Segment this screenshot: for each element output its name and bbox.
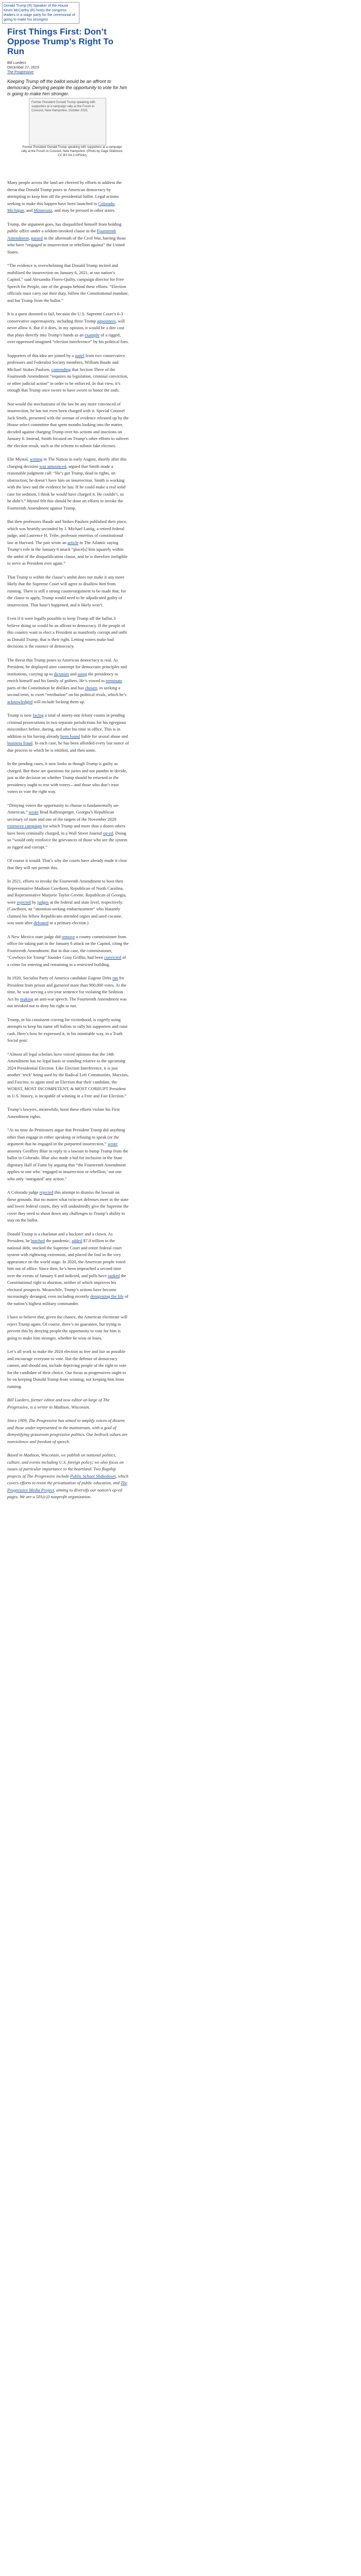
- inline-link[interactable]: rejected: [17, 899, 31, 905]
- inline-link[interactable]: Minnesota: [34, 208, 53, 213]
- inline-link[interactable]: Michigan: [7, 208, 24, 213]
- about-publication: Since 1909, The Progressive has aimed to amplify voices of dissent and those under-represented in the mainstream, with a goal of demystifying grassroots progressive politics. Our bedrock values are nonviolence and freedom of speech.: [7, 1418, 128, 1444]
- inline-link[interactable]: remove: [61, 934, 75, 939]
- paragraph: Trump is now facing a total of ninety-one felony counts in pending criminal prosecutions in two separate jurisdictions for his egregious misconduct before, during, and after his time in office. This is in addition to his having already been found liable for sexual abuse and business fraud. In each case, he has been afforded every last ounce of due process to which he is entitled, and then some.: [7, 713, 129, 753]
- figure-alt-text: Former President Donald Trump speaking with supporters at a campaign rally at the Forum in Concord, New Hampshire, October 2023.: [29, 98, 106, 145]
- paragraph: But then professors Baude and Stokes Paulsen published their piece, which was heartily seconded by J. Michael Luttig, a retired federal judge, and Laurence H. Tribe, professor emeritus of constitutional law at Harvard. The pair wrote an article in The Atlantic saying Trump’s role in the January 6 attack “place[s] him squarely within the ambit of the disqualification clause, and he is therefore ineligible to serve as President ever again.”: [7, 519, 128, 566]
- paragraph: Trump, the argument goes, has disqualified himself from holding public office under a seldom-invoked clause in the Fourteenth Amendment, passed in the aftermath of the Civil War, barring those who have “engaged in insurrection or rebellion against” the United States.: [7, 221, 126, 255]
- header-image-alt: Donald Trump (R) Speaker of the House Kevin McCarthy (R) hosts the congress leaders in a stage party for the ceremonial of going to make his strongest: [2, 2, 79, 24]
- paragraph: Nor would the mechanisms of the law be any more convinced of insurrection, he has not even been charged with it. Special Counsel Jack Smith, presented with the avenue of evidence released up by the House select committee that spent months looking into the matter, decided against charging Trump over his actions and inactions on January 6. Instead, Smith focused on Trump’s other efforts to subvert the election result, such as the scheme to submit fake electors.: [7, 401, 129, 448]
- inline-link[interactable]: botched: [31, 1238, 45, 1243]
- inline-link[interactable]: denigrating the life: [90, 1294, 124, 1299]
- inline-link[interactable]: convicted: [104, 955, 122, 960]
- paragraph: “Denying voters the opportunity to choose is fundamentally un-American,” wrote Brad Raffensperger, Georgia’s Republican secretary of state and one of the targets of the November 2020 extensive campaign for which Trump and more than a dozen others have been criminally charged, in a Wall Street Journal op-ed. Doing so “would only reinforce the grievances of those who see the system as rigged and corrupt.”: [7, 802, 127, 850]
- paragraph: Even if it were legally possible to keep Trump off the ballot, I believe doing so would be an affront to democracy. If the people of this country want to elect a President as manifestly corrupt and unfit as Donald Trump, that is their right. Letting voters make bad decisions is the essence of democracy.: [7, 616, 127, 649]
- figure-caption: Former President Donald Trump speaking with supporters at a campaign rally at the Forum in Concord, New Hampshire. (Photo by Gage Skidmore, CC BY-SA 2.0/Flickr): [21, 146, 123, 157]
- publish-date: December 27, 2023: [7, 66, 39, 70]
- inline-link[interactable]: The Progressive Media Project: [7, 1480, 127, 1493]
- paragraph: Elie Mystal, writing in The Nation in early August, shortly after this charging decision was announced, argued that Smith made a reasonable judgment call: “He’s got Trump, dead to rights, on obstruction; he doesn’t have him on insurrection. Smith is working with the laws and the evidence he has. If he could make a real solid case for sedition, I think he would have charged it. He couldn’t, so he didn’t.” Mystal felt this should be done on efforts to invoke the Fourteenth Amendment against Trump.: [7, 456, 127, 511]
- inline-link[interactable]: added: [71, 1238, 83, 1243]
- about-publication-2: Based in Madison, Wisconsin, we publish on national politics, culture, and events including U.S. foreign policy; we also focus on issues of particular importance to the heartland. Two flagship projects of The Progressive include Public School Shakedown, which covers efforts to resist the privatization of public education, and The Progressive Media Project, aiming to diversify our nation’s op-ed pages. We are a 501(c)3 nonprofit organization.: [7, 1452, 128, 1499]
- paragraph: “The evidence is overwhelming that Donald Trump incited and mobilized the insurrection on January 6, 2021, at our nation’s Capitol,” said Alexandra Flores-Quilty, campaign director for Free Speech for People, one of the groups behind these efforts. “Election officials must carry out their duty, follow the Constitutional mandate, and bar Trump from the ballot.”: [7, 263, 129, 303]
- inline-link[interactable]: acknowledged: [7, 699, 33, 704]
- inline-link[interactable]: extensive campaign: [7, 823, 42, 828]
- article-title: First Things First: Don’t Oppose Trump’s Right To Run: [7, 27, 113, 56]
- publication-link[interactable]: The Progressive: [7, 71, 34, 74]
- inline-link[interactable]: facing: [32, 713, 44, 718]
- inline-link[interactable]: terminate: [105, 678, 123, 683]
- inline-link[interactable]: writing: [29, 456, 43, 462]
- inline-link[interactable]: article: [67, 539, 79, 545]
- article-dek: Keeping Trump off the ballot would be an affront to democracy. Denying people the opportunity to vote for him is going to make him stronger.: [7, 79, 127, 96]
- paragraph: Trump’s lawyers, meanwhile, hoist these efforts violate his First Amendment rights.: [7, 1107, 120, 1119]
- paragraph: It is a quest doomed to fail, because the U.S. Supreme Court’s 6-3 conservative supermajority, including three Trump appointees, will never allow it. But if it does, in my opinion, it would be a dire cost that plays directly into Trump’s hands as an example of a rigged, over-oppressed imagined “election interference” by his political foes.: [7, 311, 129, 344]
- inline-link[interactable]: ran: [112, 975, 118, 980]
- inline-link[interactable]: defeated: [34, 920, 49, 925]
- inline-link[interactable]: wrote: [107, 1141, 118, 1146]
- inline-link[interactable]: chosen: [85, 685, 97, 690]
- paragraph: Trump, in his consistent craving for victimhood, is eagerly using attempts to keep his name off ballots to rally his supporters and raise cash. Here’s how he expressed it, in his inimitable way, in a Truth Social post:: [7, 1016, 128, 1043]
- inline-link[interactable]: judges: [37, 899, 49, 905]
- article-meta: [7, 61, 129, 75]
- paragraph: “At no time do Petitioners argue that President Trump did anything other than engage in either speaking or refusing to speak (or the argument that he engaged in the purported insurrection,” wrote attorney Geoffrey Blue in reply to a lawsuit to bump Trump from the ballot in Colorado. Blue also made a bid for inclusion in the State dignitary Hall of Fame by arguing that “the Fourteenth Amendment applies to one who ‘engaged in insurrection or rebellion,’ not one who only ‘instigated’ any action.”: [7, 1127, 128, 1181]
- article-body: [7, 179, 129, 1507]
- paragraph: Of course it would. That’s why the courts have already made it clear that they will not permit this.: [7, 858, 127, 870]
- inline-link[interactable]: making: [20, 996, 34, 1002]
- inline-link[interactable]: ranked: [107, 1273, 120, 1278]
- inline-link[interactable]: dictators: [54, 671, 69, 676]
- blockquote: “Almost all legal scholars have voiced opinions that the 14th Amendment has no legal basis or standing relative to the upcoming 2024 Presidential Election. Like Election Interference, it is just another ‘trick’ being used by the Radical Left Communists, Marxists, and Fascists, to again steal an Election that their candidate, the WORST, MOST INCOMPETENT, & MOST CORRUPT President in U.S. history, is incapable of winning in a Free and Fair Election.”: [7, 1051, 129, 1098]
- paragraph: A Colorado judge rejected this attempt to dismiss the lawsuit on these grounds. But no matter what twin-set defenses meet in the state and lower federal courts, they will undoubtedly give the Supreme the cover they need to shoot down any challenges to Trump’s ability to stay on the ballot.: [7, 1190, 129, 1223]
- inline-link[interactable]: wrote: [28, 809, 39, 815]
- paragraph: The threat that Trump poses to American democracy is real. As President, he displayed utter contempt for democratic principles and institutions, cozying up to dictators and using the presidency to enrich himself and his family of grifters. He’s vowed to terminate parts of the Constitution he dislikes and has chosen, in seeking a second term, to exert “retribution” on his political rivals, which he’s acknowledged will include locking them up.: [7, 657, 127, 704]
- inline-link[interactable]: op-ed: [103, 830, 113, 836]
- author-name: Bill Lueders: [7, 61, 26, 65]
- inline-link[interactable]: business fraud: [7, 740, 32, 745]
- inline-link[interactable]: example: [85, 332, 100, 337]
- author-bio: Bill Lueders, former editor and now editor-at-large of The Progressive, is a writer in Madison, Wisconsin.: [7, 1397, 110, 1410]
- inline-link[interactable]: panel: [75, 352, 85, 358]
- inline-link[interactable]: was announced: [39, 463, 67, 469]
- paragraph: In 2021, efforts to invoke the Fourteenth Amendment to boot then Representative Madison Cawthorn, Republican of North Carolina, and Representative Marjorie Taylor Greene, Republican of Georgia, were rejected by judges at the federal and state level, respectively. (Cawthorn, an “attention-seeking embarrassment” who blatantly claimed his fellow Republicans attended orgies and used cocaine, was soon after defeated in a primary election.): [7, 878, 127, 925]
- paragraph: A New Mexico state judge did remove a county commissioner from office for taking part in the January 6 attack on the Capitol, citing the Fourteenth Amendment. But in that case, the commissioner, “Cowboys for Trump” founder Couy Griffin, had been convicted of a crime for entering and remaining in a restricted building.: [7, 934, 129, 967]
- paragraph: Let’s all work to make the 2024 election as free and fair as possible and encourage everyone to vote. But the defense of democracy cannot, and should not, include depriving people of the right to vote for the candidate of their choice. Our focus as progressives ought to be on keeping Donald Trump from winning, not keeping him from running.: [7, 1349, 127, 1389]
- inline-link[interactable]: passed: [31, 235, 43, 241]
- paragraph: I have to believe that, given the chance, the American electorate will reject Trump again. Of course, there’s no guarantee, but trying to prevent this by denying people the opportunity to vote for him is going to make him stronger, whether he wins or loses.: [7, 1314, 127, 1341]
- inline-link[interactable]: contending: [51, 366, 71, 372]
- paragraph: Many people across the land are cheered by efforts to address the threat that Donald Trump poses to American democracy by attempting to keep him off the presidential ballot. Legal actions seeking to make this happen have been launched in Colorado, Michigan, and Minnesota, and may be pressed in other states.: [7, 180, 122, 213]
- paragraph: Donald Trump is a charlatan and a huckster and a clown. As President, he botched the pandemic, added $7.8 trillion to the national debt, stocked the Supreme Court and entire federal court system with rightwing extremists, and placed the foul in the very appearance on the world stage. In 2020, the American people voted him out of office. Since then, he’s been impeached a second time over the events of January 6 and indicted, and polls have ranked the Constitutional right to abortion, neither of which improves his electoral prospects. Meanwhile, Trump’s actions have become increasingly deranged, even including recently denigrating the life of the nation’s highest military commander.: [7, 1231, 128, 1306]
- paragraph: In 1920, Socialist Party of America candidate Eugene Debs ran for President from prison and garnered more than 900,000 votes. At the time, he was serving a ten-year sentence for violating the Sedition Act by making an anti-war speech. The Fourteenth Amendment was not invoked not to deny his right to run.: [7, 975, 127, 1008]
- paragraph: In the pending cases, it now looks as though Trump is guilty as charged. But these are questions for juries and not pundits to decide, just as the decision on whether Trump should be returned to the presidency ought to rest with voters—and those who don’t trust voters to vote the right way.: [7, 761, 127, 794]
- paragraph: That Trump is within the clause’s ambit does not make it any more likely that the Supreme Court will agree to disallow him from running. There is still a strong counterargument to be made that, for the clause to apply, Trump would need to be adjudicated guilty of insurrection. That hasn’t happened, and it likely won’t.: [7, 574, 126, 607]
- article-figure: [29, 98, 106, 145]
- inline-link[interactable]: Fourteenth Amendment: [7, 228, 116, 241]
- header-image: [2, 2, 79, 24]
- paragraph: Supporters of this idea are joined by a panel from two conservative professors and Federalist Society members, William Baude and Michael Stokes Paulsen, contending that Section Three of the Fourteenth Amendment “requires no legislation, criminal conviction, or other judicial action” in order to be enforced. In that view, it’s enough that Trump once swore to have sworn to honor the oath.: [7, 352, 128, 393]
- inline-link[interactable]: been found: [60, 733, 80, 739]
- inline-link[interactable]: appointees: [97, 318, 116, 324]
- inline-link[interactable]: Public School Shakedown: [70, 1473, 116, 1479]
- inline-link[interactable]: rejected: [39, 1190, 54, 1195]
- inline-link[interactable]: Colorado: [98, 200, 114, 206]
- inline-link[interactable]: using: [77, 671, 87, 676]
